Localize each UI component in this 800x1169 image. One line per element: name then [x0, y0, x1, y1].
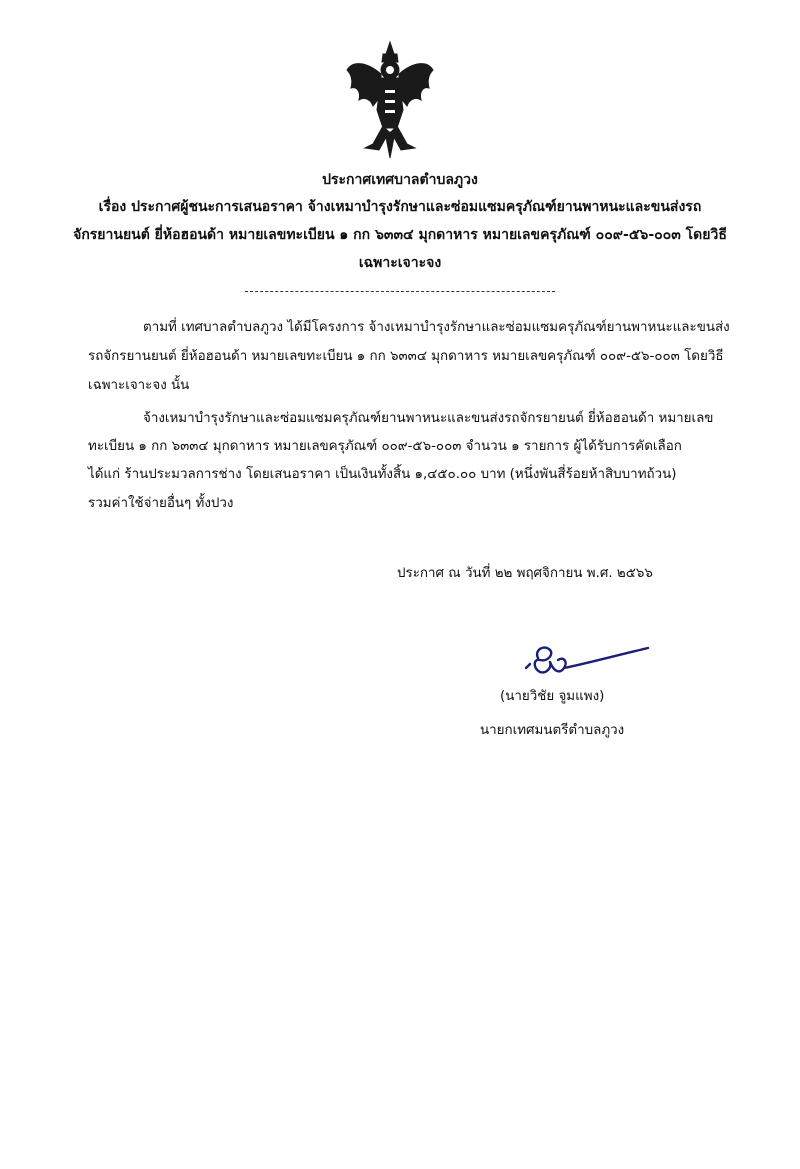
issuer-title: ประกาศเทศบาลตำบลภูวง — [322, 172, 478, 188]
paragraph-1-line-3: เฉพาะเจาะจง นั้น — [88, 378, 190, 393]
subject-line-1: เรื่อง ประกาศผู้ชนะการเสนอราคา จ้างเหมาบำรุงรักษาและซ่อมแซมครุภัณฑ์ยานพาหนะและขนส่งรถ — [98, 199, 702, 215]
paragraph-2-line-2: ทะเบียน ๑ กก ๖๓๓๔ มุกดาหาร หมายเลขครุภัณฑ์ ๐๐๙-๕๖-๐๐๓ จำนวน ๑ รายการ ผู้ได้รับการคัดเลือก — [88, 439, 682, 454]
subject-line-2: จักรยานยนต์ ยี่ห้อฮอนด้า หมายเลขทะเบียน ๑ กก ๖๓๓๔ มุกดาหาร หมายเลขครุภัณฑ์ ๐๐๙-๕๖-๐๐๓ โดยวิธี — [73, 227, 727, 243]
paragraph-2-line-3: ได้แก่ ร้านประมวลการช่าง โดยเสนอราคา เป็นเงินทั้งสิ้น ๑,๔๕๐.๐๐ บาท (หนึ่งพันสี่ร้อยห้าสิบบาทถ้วน) — [88, 467, 677, 482]
paragraph-2-line-4: รวมค่าใช้จ่ายอื่นๆ ทั้งปวง — [88, 496, 234, 511]
paragraph-1-line-2: รถจักรยานยนต์ ยี่ห้อฮอนด้า หมายเลขทะเบียน ๑ กก ๖๓๓๔ มุกดาหาร หมายเลขครุภัณฑ์ ๐๐๙-๕๖-๐๐๓ โดยวิธี — [88, 349, 724, 364]
header-divider — [245, 291, 555, 292]
announcement-date: ประกาศ ณ วันที่ ๒๒ พฤศจิกายน พ.ศ. ๒๕๖๖ — [397, 566, 653, 581]
handwritten-signature-icon — [524, 638, 654, 680]
signer-position: นายกเทศมนตรีตำบลภูวง — [480, 723, 625, 738]
paragraph-2-line-1: จ้างเหมาบำรุงรักษาและซ่อมแซมครุภัณฑ์ยานพาหนะและขนส่งรถจักรยายนต์ ยี่ห้อฮอนด้า หมายเลข — [143, 411, 714, 426]
garuda-emblem-icon — [345, 40, 435, 160]
paragraph-1-line-1: ตามที่ เทศบาลตำบลภูวง ได้มีโครงการ จ้างเหมาบำรุงรักษาและซ่อมแซมครุภัณฑ์ยานพาหนะและขนส่ง — [143, 320, 730, 335]
subject-line-3: เฉพาะเจาะจง — [358, 255, 442, 271]
signer-name: (นายวิชัย จูมแพง) — [500, 689, 605, 704]
